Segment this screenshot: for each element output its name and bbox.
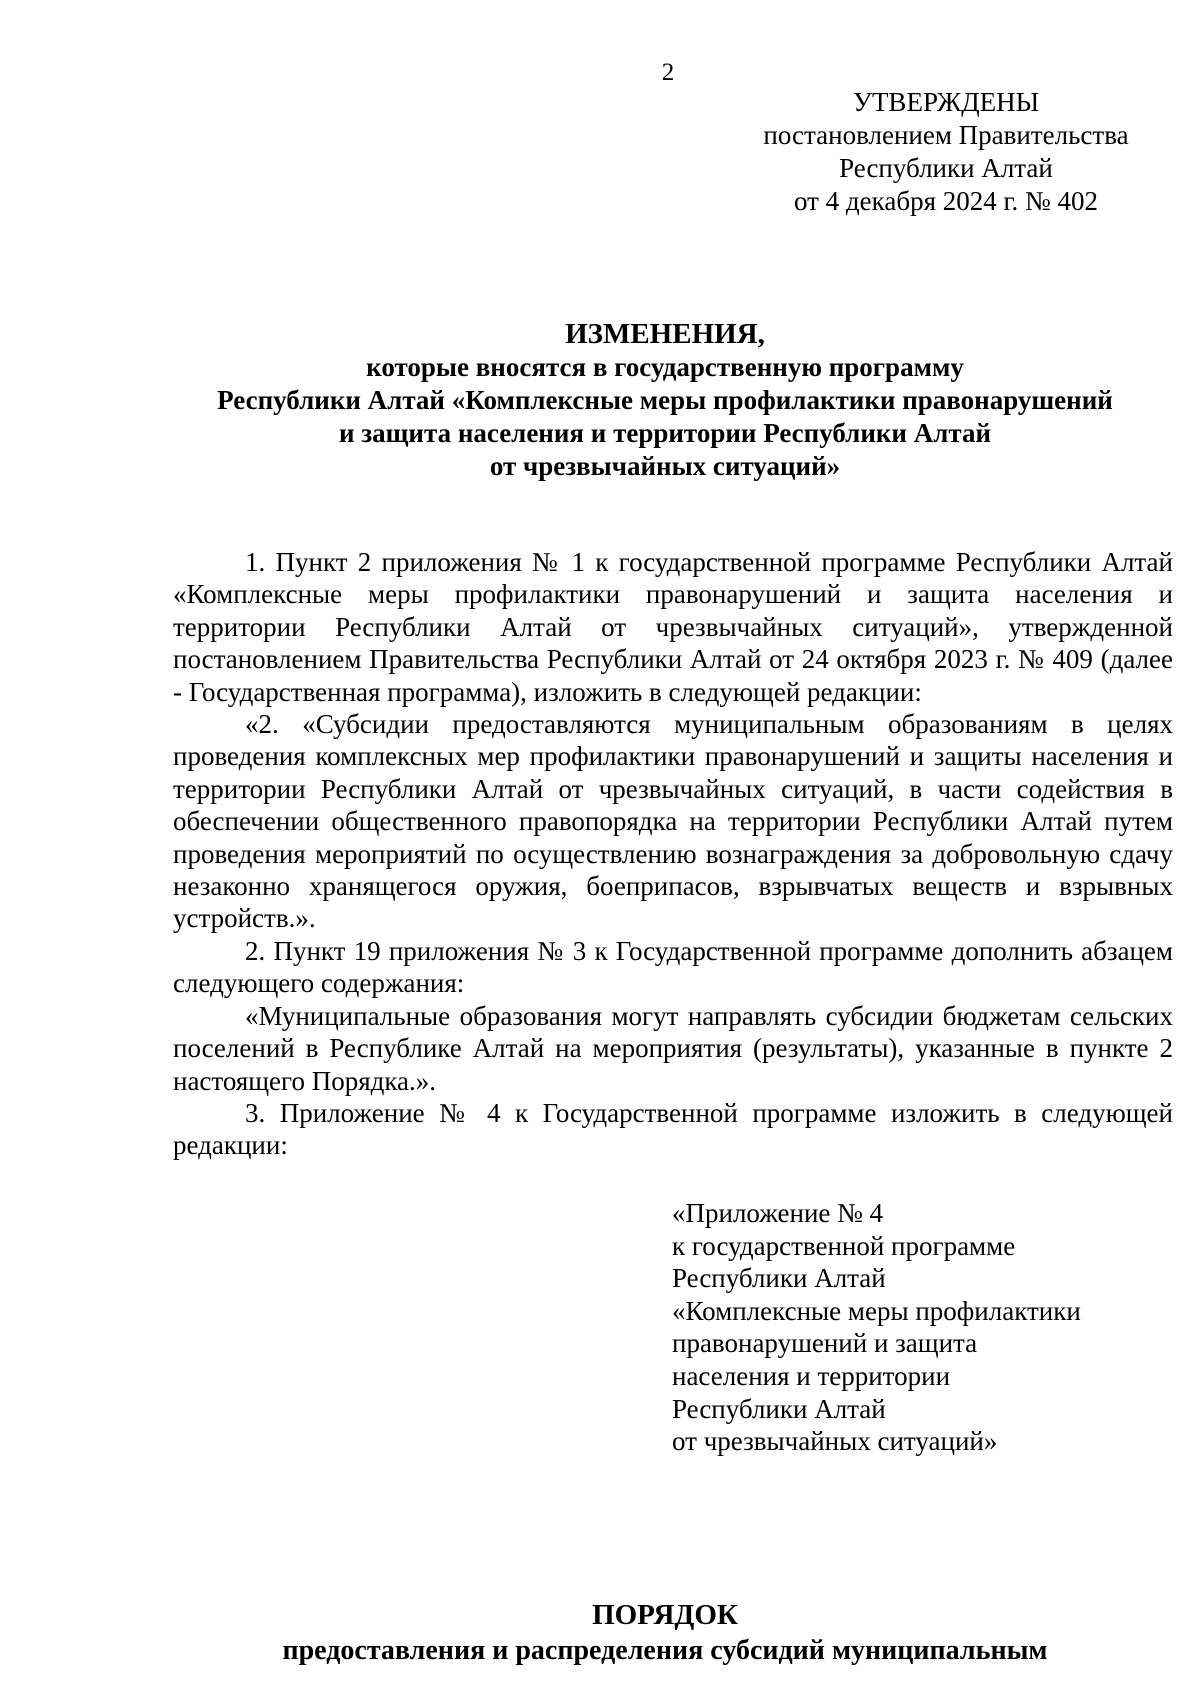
title-line: и защита населения и территории Республики Алтай — [338, 418, 992, 448]
appendix-line: Республики Алтай — [672, 1393, 886, 1424]
approval-date: от 4 декабря 2024 г. № 402 — [793, 186, 1099, 216]
page-number: 2 — [661, 59, 675, 86]
approval-stamp — [756, 86, 1136, 218]
document-body — [173, 546, 1173, 1162]
approval-line: Республики Алтай — [839, 153, 1053, 183]
paragraph-quote-2: «Муниципальные образования могут направлять субсидии бюджетам сельских поселений в Республике Алтай на мероприятия (результаты), указанные в пункте 2 настоящего Порядка.». — [173, 1000, 1173, 1096]
order-title: ПОРЯДОК — [592, 1599, 738, 1631]
approval-heading: УТВЕРЖДЕНЫ — [852, 87, 1040, 117]
title-line: Республики Алтай «Комплексные меры профилактики правонарушений — [217, 385, 1113, 415]
appendix-line: «Приложение № 4 — [672, 1198, 884, 1228]
document-title — [130, 318, 1200, 483]
order-subtitle: предоставления и распределения субсидий муниципальным — [282, 1635, 1048, 1666]
title-main: ИЗМЕНЕНИЯ, — [565, 318, 765, 350]
appendix-line: населения и территории — [672, 1360, 951, 1391]
title-line: от чрезвычайных ситуаций» — [489, 451, 841, 481]
appendix-line: правонарушений и защита — [672, 1328, 978, 1359]
paragraph-item-2: 2. Пункт 19 приложения № 3 к Государственной программе дополнить абзацем следующего содержания: — [173, 935, 1173, 999]
appendix-reference — [672, 1197, 1192, 1458]
order-heading — [130, 1596, 1200, 1668]
title-line: которые вносятся в государственную программу — [366, 352, 964, 382]
paragraph-item-3: 3. Приложение № 4 к Государственной программе изложить в следующей редакции: — [173, 1097, 1173, 1161]
appendix-line: от чрезвычайных ситуаций» — [672, 1426, 998, 1457]
paragraph-quote-1: «2. «Субсидии предоставляются муниципальным образованиям в целях проведения комплексных мер профилактики правонарушений и защиты населения и территории Республики Алтай от чрезвычайных ситуаций, в части содействия в обеспечении общественного правопорядка на территории Республики Алтай путем проведения мероприятий по осуществлению вознаграждения за добровольную сдачу незаконно хранящегося оружия, боеприпасов, взрывчатых веществ и взрывных устройств.». — [173, 709, 1173, 934]
appendix-line: Республики Алтай — [672, 1263, 886, 1294]
appendix-line: к государственной программе — [672, 1230, 1016, 1261]
approval-line: постановлением Правительства — [763, 120, 1129, 150]
paragraph-item-1: 1. Пункт 2 приложения № 1 к государственной программе Республики Алтай «Комплексные меры профилактики правонарушений и защита населения и территории Республики Алтай от чрезвычайных ситуаций», утвержденной постановлением Правительства Республики Алтай от 24 октября 2023 г. № 409 (далее - Государственная программа), изложить в следующей редакции: — [173, 547, 1173, 707]
appendix-line: «Комплексные меры профилактики — [672, 1295, 1081, 1326]
